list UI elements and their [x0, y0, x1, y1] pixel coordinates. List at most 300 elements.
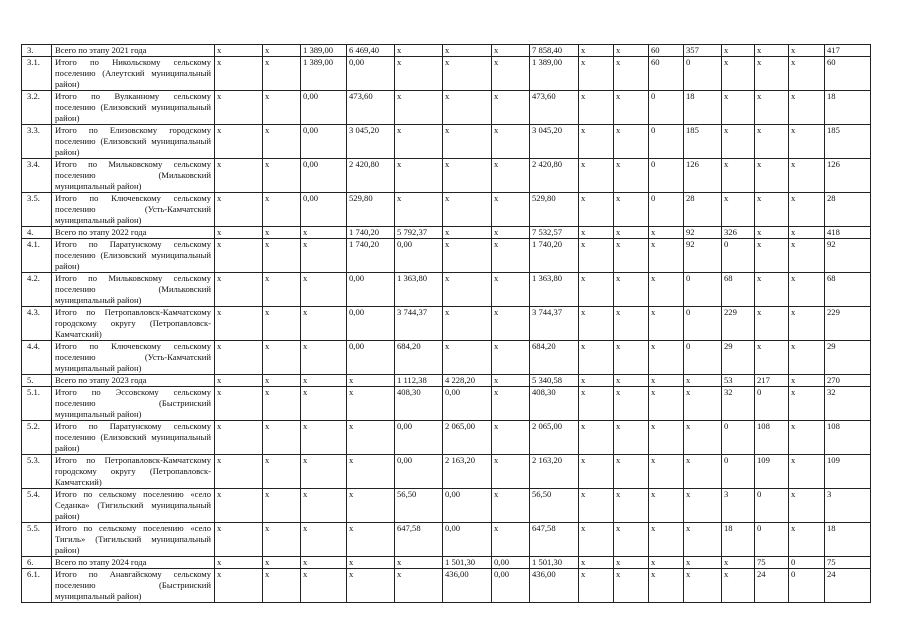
table-cell: х	[789, 125, 825, 159]
table-cell: 1 389,00	[301, 57, 347, 91]
table-cell: х	[263, 307, 301, 341]
row-number: 5.	[22, 375, 52, 387]
table-cell: х	[395, 57, 443, 91]
table-cell: х	[755, 91, 789, 125]
table-row	[22, 455, 871, 489]
table-cell: х	[215, 375, 263, 387]
table-cell: х	[395, 45, 443, 57]
table-cell: 2 065,00	[530, 421, 579, 455]
row-number: 5.5.	[22, 523, 52, 557]
table-cell: х	[263, 523, 301, 557]
table-cell: х	[263, 57, 301, 91]
table-cell: 436,00	[443, 569, 492, 603]
row-name: Итого по Эссовскому сельскому поселению (Быстринский муниципальный район)	[52, 387, 215, 421]
table-cell: х	[614, 45, 649, 57]
table-total-row	[22, 227, 871, 239]
table-cell: 1 740,20	[530, 239, 579, 273]
table-cell: 92	[684, 227, 722, 239]
table-row	[22, 273, 871, 307]
row-name: Итого по сельскому поселению «село Тигиль» (Тигильский муниципальный район)	[52, 523, 215, 557]
table-cell: 417	[825, 45, 871, 57]
table-cell: 32	[722, 387, 755, 421]
table-cell: х	[443, 193, 492, 227]
table-cell: х	[614, 455, 649, 489]
table-total-row	[22, 557, 871, 569]
table-cell: 75	[825, 557, 871, 569]
table-cell: х	[301, 341, 347, 375]
table-cell: х	[579, 193, 614, 227]
table-cell: х	[614, 57, 649, 91]
table-cell: х	[443, 341, 492, 375]
table-cell: х	[492, 523, 530, 557]
table-cell: х	[215, 273, 263, 307]
table-cell: х	[395, 569, 443, 603]
row-number: 4.	[22, 227, 52, 239]
table-cell: х	[579, 57, 614, 91]
table-cell: х	[789, 421, 825, 455]
table-cell: х	[789, 387, 825, 421]
table-row	[22, 57, 871, 91]
table-cell: 0	[684, 57, 722, 91]
table-cell: х	[492, 387, 530, 421]
table-cell: х	[492, 91, 530, 125]
table-cell: х	[789, 57, 825, 91]
table-cell: х	[755, 227, 789, 239]
row-number: 5.3.	[22, 455, 52, 489]
table-cell: х	[347, 421, 395, 455]
row-number: 4.1.	[22, 239, 52, 273]
table-cell: х	[684, 421, 722, 455]
table-cell: х	[395, 159, 443, 193]
row-name: Итого по Никольскому сельскому поселению (Алеутский муниципальный район)	[52, 57, 215, 91]
table-cell: х	[215, 45, 263, 57]
table-cell: х	[215, 387, 263, 421]
table-cell: 5 340,58	[530, 375, 579, 387]
table-row	[22, 569, 871, 603]
table-cell: х	[301, 307, 347, 341]
table-cell: 0	[722, 421, 755, 455]
table-cell: х	[301, 273, 347, 307]
row-name: Итого по Мильковскому сельскому поселению (Мильковский муниципальный район)	[52, 159, 215, 193]
table-cell: х	[755, 159, 789, 193]
table-cell: х	[215, 557, 263, 569]
table-cell: 3	[825, 489, 871, 523]
table-cell: 217	[755, 375, 789, 387]
table-cell: х	[684, 569, 722, 603]
table-cell: 126	[684, 159, 722, 193]
table-cell: х	[492, 489, 530, 523]
table-cell: 0	[649, 125, 684, 159]
table-cell: х	[789, 455, 825, 489]
table-cell: х	[649, 375, 684, 387]
table-cell: 0,00	[395, 239, 443, 273]
table-cell: 5 792,37	[395, 227, 443, 239]
table-cell: х	[789, 159, 825, 193]
table-cell: 3 744,37	[530, 307, 579, 341]
table-cell: х	[395, 557, 443, 569]
row-name: Итого по сельскому поселению «село Седанка» (Тигильский муниципальный район)	[52, 489, 215, 523]
table-cell: 436,00	[530, 569, 579, 603]
table-cell: х	[263, 239, 301, 273]
table-cell: 0,00	[443, 523, 492, 557]
table-cell: 1 389,00	[301, 45, 347, 57]
table-cell: 1 389,00	[530, 57, 579, 91]
table-row	[22, 125, 871, 159]
table-cell: 3	[722, 489, 755, 523]
table-cell: х	[263, 125, 301, 159]
table-cell: 108	[825, 421, 871, 455]
table-cell: 0	[755, 489, 789, 523]
table-cell: х	[263, 489, 301, 523]
table-cell: х	[579, 239, 614, 273]
table-cell: 0,00	[443, 489, 492, 523]
table-cell: х	[684, 455, 722, 489]
table-cell: 0,00	[347, 273, 395, 307]
table-cell: х	[789, 239, 825, 273]
table-cell: 18	[825, 91, 871, 125]
table-cell: х	[614, 227, 649, 239]
table-cell: 0	[649, 159, 684, 193]
table-cell: 473,60	[347, 91, 395, 125]
table-cell: 326	[722, 227, 755, 239]
table-cell: х	[579, 523, 614, 557]
table-cell: х	[263, 387, 301, 421]
table-cell: х	[395, 193, 443, 227]
row-name: Всего по этапу 2023 года	[52, 375, 215, 387]
table-cell: х	[789, 91, 825, 125]
table-cell: 0,00	[301, 91, 347, 125]
table-cell: х	[263, 569, 301, 603]
table-cell: х	[614, 387, 649, 421]
table-cell: х	[614, 193, 649, 227]
table-cell: 408,30	[530, 387, 579, 421]
table-cell: х	[215, 57, 263, 91]
table-cell: х	[579, 341, 614, 375]
table-cell: х	[614, 239, 649, 273]
row-name: Всего по этапу 2022 года	[52, 227, 215, 239]
table-cell: 75	[755, 557, 789, 569]
row-number: 3.2.	[22, 91, 52, 125]
table-cell: х	[263, 45, 301, 57]
table-row	[22, 341, 871, 375]
table-cell: х	[579, 159, 614, 193]
table-cell: х	[301, 489, 347, 523]
table-cell: х	[755, 341, 789, 375]
table-cell: х	[492, 45, 530, 57]
table-cell: х	[215, 421, 263, 455]
table-cell: х	[301, 523, 347, 557]
table-cell: 126	[825, 159, 871, 193]
table-cell: х	[789, 523, 825, 557]
table-cell: х	[215, 159, 263, 193]
table-cell: х	[649, 557, 684, 569]
table-cell: 684,20	[395, 341, 443, 375]
table-cell: 185	[684, 125, 722, 159]
table-cell: х	[215, 193, 263, 227]
table-row	[22, 523, 871, 557]
table-cell: 60	[649, 45, 684, 57]
table-cell: х	[301, 569, 347, 603]
table-cell: 109	[825, 455, 871, 489]
table-cell: х	[263, 227, 301, 239]
table-cell: х	[649, 387, 684, 421]
table-cell: х	[215, 91, 263, 125]
table-row	[22, 489, 871, 523]
table-cell: х	[614, 489, 649, 523]
table-cell: х	[579, 455, 614, 489]
table-total-row	[22, 375, 871, 387]
table-cell: х	[579, 421, 614, 455]
table-cell: 0,00	[301, 125, 347, 159]
table-cell: х	[347, 455, 395, 489]
table-cell: 28	[825, 193, 871, 227]
row-name: Всего по этапу 2024 года	[52, 557, 215, 569]
table-row	[22, 159, 871, 193]
table-cell: х	[492, 125, 530, 159]
table-cell: х	[614, 159, 649, 193]
row-name: Итого по Паратунскому сельскому поселению (Елизовский муниципальный район)	[52, 421, 215, 455]
table-cell: х	[789, 273, 825, 307]
table-cell: 529,80	[347, 193, 395, 227]
table-cell: х	[263, 557, 301, 569]
table-cell: х	[263, 91, 301, 125]
table-cell: х	[263, 341, 301, 375]
table-cell: х	[215, 307, 263, 341]
table-cell: х	[579, 557, 614, 569]
table-cell: 3 045,20	[347, 125, 395, 159]
table-cell: х	[443, 307, 492, 341]
table-row	[22, 387, 871, 421]
table-cell: 418	[825, 227, 871, 239]
row-number: 3.	[22, 45, 52, 57]
table-cell: х	[684, 375, 722, 387]
table-cell: 2 420,80	[530, 159, 579, 193]
table-cell: 357	[684, 45, 722, 57]
table-cell: х	[722, 91, 755, 125]
row-name: Итого по Мильковскому сельскому поселению (Мильковский муниципальный район)	[52, 273, 215, 307]
table-cell: 1 740,20	[347, 239, 395, 273]
table-cell: х	[755, 273, 789, 307]
table-cell: х	[492, 455, 530, 489]
table-cell: 185	[825, 125, 871, 159]
table-cell: 68	[825, 273, 871, 307]
row-name: Итого по Петропавловск-Камчатскому городскому округу (Петропавловск-Камчатский)	[52, 455, 215, 489]
table-cell: 0	[722, 455, 755, 489]
table-cell: х	[789, 489, 825, 523]
table-cell: х	[443, 125, 492, 159]
table-cell: х	[263, 193, 301, 227]
table-cell: 28	[684, 193, 722, 227]
row-number: 6.	[22, 557, 52, 569]
table-cell: 0,00	[492, 569, 530, 603]
table-cell: х	[684, 523, 722, 557]
table-cell: 0,00	[443, 387, 492, 421]
table-cell: х	[579, 569, 614, 603]
row-name: Итого по Анавгайскому сельскому поселению (Быстринский муниципальный район)	[52, 569, 215, 603]
table-cell: х	[755, 125, 789, 159]
table-cell: 109	[755, 455, 789, 489]
table-cell: х	[301, 455, 347, 489]
table-cell: х	[301, 239, 347, 273]
table-cell: х	[755, 193, 789, 227]
table-cell: 0,00	[492, 557, 530, 569]
table-cell: 0	[755, 523, 789, 557]
table-cell: х	[347, 375, 395, 387]
row-name: Всего по этапу 2021 года	[52, 45, 215, 57]
table-cell: х	[215, 455, 263, 489]
table-cell: 3 045,20	[530, 125, 579, 159]
table-cell: х	[492, 57, 530, 91]
table-cell: х	[789, 375, 825, 387]
table-cell: 0	[789, 557, 825, 569]
row-number: 3.5.	[22, 193, 52, 227]
table-cell: х	[215, 489, 263, 523]
table-cell: 0,00	[301, 159, 347, 193]
table-cell: х	[579, 91, 614, 125]
table-cell: х	[755, 239, 789, 273]
table-cell: 0	[789, 569, 825, 603]
table-cell: х	[579, 45, 614, 57]
table-row	[22, 91, 871, 125]
table-cell: 2 163,20	[530, 455, 579, 489]
table-cell: 0	[722, 239, 755, 273]
table-cell: х	[443, 159, 492, 193]
row-name: Итого по Ключевскому сельскому поселению (Усть-Камчатский муниципальный район)	[52, 341, 215, 375]
table-cell: х	[649, 489, 684, 523]
table-cell: 18	[684, 91, 722, 125]
row-number: 5.1.	[22, 387, 52, 421]
table-cell: 68	[722, 273, 755, 307]
table-row	[22, 421, 871, 455]
table-cell: х	[614, 125, 649, 159]
row-name: Итого по Петропавловск-Камчатскому городскому округу (Петропавловск-Камчатский)	[52, 307, 215, 341]
table-cell: х	[492, 239, 530, 273]
row-number: 5.2.	[22, 421, 52, 455]
table-cell: х	[684, 489, 722, 523]
table-cell: х	[649, 341, 684, 375]
table-cell: 18	[722, 523, 755, 557]
table-cell: 24	[825, 569, 871, 603]
table-cell: х	[301, 421, 347, 455]
table-row	[22, 239, 871, 273]
table-cell: х	[789, 341, 825, 375]
row-number: 4.4.	[22, 341, 52, 375]
table-cell: х	[684, 557, 722, 569]
table-cell: 92	[825, 239, 871, 273]
table-cell: х	[301, 557, 347, 569]
row-number: 4.3.	[22, 307, 52, 341]
table-cell: 1 112,38	[395, 375, 443, 387]
table-cell: х	[722, 193, 755, 227]
table-cell: 0	[684, 307, 722, 341]
table-cell: х	[492, 159, 530, 193]
table-cell: 32	[825, 387, 871, 421]
table-cell: х	[443, 239, 492, 273]
table-cell: 0	[649, 91, 684, 125]
table-cell: х	[579, 489, 614, 523]
table-cell: 0,00	[347, 57, 395, 91]
table-cell: 647,58	[395, 523, 443, 557]
table-cell: х	[579, 273, 614, 307]
table-cell: 1 501,30	[530, 557, 579, 569]
table-cell: х	[492, 193, 530, 227]
table-cell: 1 363,80	[530, 273, 579, 307]
table-cell: х	[347, 569, 395, 603]
row-name: Итого по Паратунскому сельскому поселению (Елизовский муниципальный район)	[52, 239, 215, 273]
table-cell: х	[684, 387, 722, 421]
table-cell: х	[649, 523, 684, 557]
table-cell: 53	[722, 375, 755, 387]
table-cell: 60	[649, 57, 684, 91]
table-cell: х	[347, 557, 395, 569]
table-cell: х	[301, 375, 347, 387]
table-cell: х	[443, 273, 492, 307]
table-cell: х	[492, 227, 530, 239]
table-cell: х	[579, 375, 614, 387]
table-cell: 0	[755, 387, 789, 421]
row-number: 4.2.	[22, 273, 52, 307]
table-cell: х	[722, 569, 755, 603]
table-cell: х	[722, 557, 755, 569]
table-cell: 29	[825, 341, 871, 375]
program-table	[21, 44, 871, 603]
table-row	[22, 193, 871, 227]
table-cell: х	[722, 159, 755, 193]
table-cell: х	[579, 227, 614, 239]
table-cell: х	[789, 193, 825, 227]
table-cell: х	[579, 307, 614, 341]
table-cell: х	[649, 455, 684, 489]
table-cell: х	[614, 307, 649, 341]
table-total-row	[22, 45, 871, 57]
table-cell: х	[492, 341, 530, 375]
row-number: 3.1.	[22, 57, 52, 91]
table-cell: х	[215, 569, 263, 603]
table-cell: х	[614, 273, 649, 307]
table-cell: х	[649, 569, 684, 603]
table-cell: х	[789, 45, 825, 57]
table-cell: х	[263, 159, 301, 193]
table-cell: 229	[722, 307, 755, 341]
table-cell: 7 532,57	[530, 227, 579, 239]
table-cell: 0	[649, 193, 684, 227]
table-cell: х	[443, 45, 492, 57]
table-cell: х	[649, 239, 684, 273]
table-cell: 270	[825, 375, 871, 387]
table-cell: 0,00	[347, 341, 395, 375]
table-cell: х	[755, 307, 789, 341]
table-cell: 2 420,80	[347, 159, 395, 193]
table-cell: 529,80	[530, 193, 579, 227]
table-cell: х	[649, 227, 684, 239]
table-cell: 1 740,20	[347, 227, 395, 239]
table-cell: 408,30	[395, 387, 443, 421]
table-cell: 229	[825, 307, 871, 341]
table-cell: х	[614, 375, 649, 387]
table-cell: 3 744,37	[395, 307, 443, 341]
table-cell: х	[649, 273, 684, 307]
table-cell: 4 228,20	[443, 375, 492, 387]
table-cell: х	[614, 341, 649, 375]
table-cell: 1 501,30	[443, 557, 492, 569]
table-cell: 18	[825, 523, 871, 557]
table-cell: х	[789, 307, 825, 341]
table-cell: х	[614, 523, 649, 557]
row-name: Итого по Ключевскому сельскому поселению (Усть-Камчатский муниципальный район)	[52, 193, 215, 227]
table-cell: х	[395, 125, 443, 159]
table-cell: 647,58	[530, 523, 579, 557]
table-cell: х	[443, 91, 492, 125]
